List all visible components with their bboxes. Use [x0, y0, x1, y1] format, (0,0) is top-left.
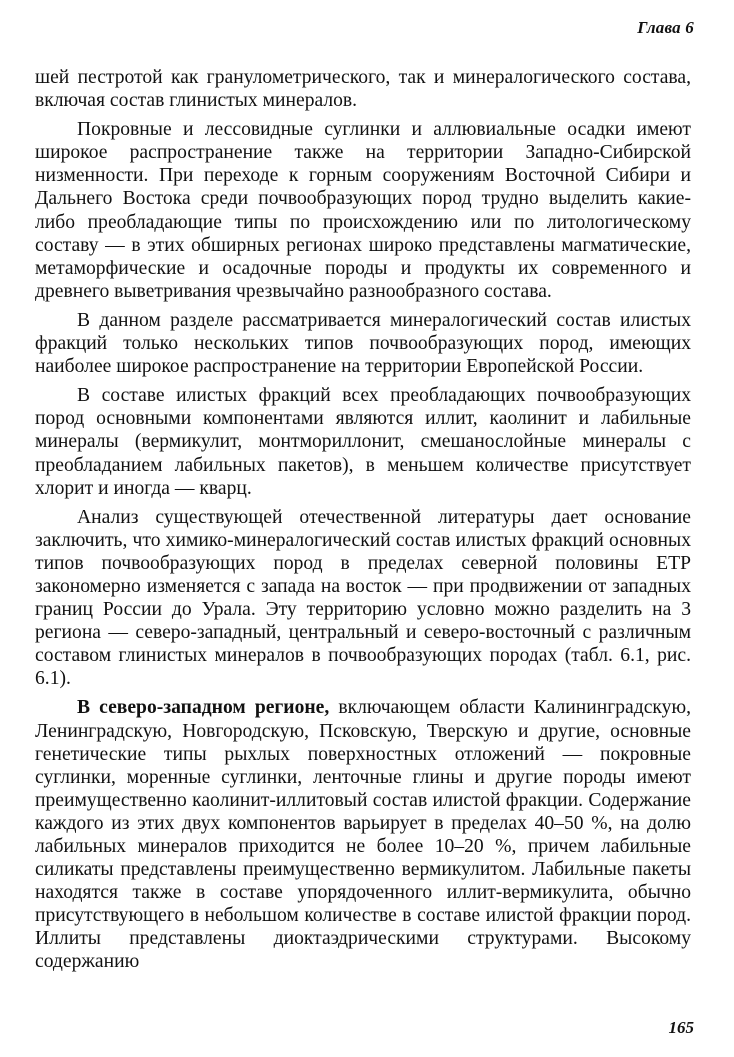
paragraph-lead-bold: В северо-западном регионе,: [77, 697, 330, 719]
paragraph-body: включающем области Калининградскую, Ленинградскую, Новгородскую, Псковскую, Тверскую и другие, основные генетические типы рыхлых поверхностных отложений — покровные суглинки, моренные суглинки, ленточные глины и другие породы имеют преимущественно каолинит-иллитовый состав илистой фракции. Содержание каждого из этих двух компонентов варьирует в пределах 40–50 %, на долю лабильных минералов приходится не более 10–20 %, причем лабильные силикаты представлены преимущественно вермикулитом. Лабильные пакеты находятся также в составе упорядоченного иллит-вермикулита, обычно присутствующего в небольшом количестве в составе илистой фракции пород. Иллиты представлены диоктаэдрическими структурами. Высокому содержанию: [35, 697, 691, 973]
page-number: 165: [668, 1018, 694, 1037]
paragraph-northwest-region: [35, 696, 691, 973]
paragraph: В данном разделе рассматривается минералогический состав илистых фракций только нескольких типов почвообразующих пород, имеющих наиболее широкое распространение на территории Европейской России.: [35, 309, 691, 378]
body-text: [35, 66, 691, 974]
running-head-chapter: Глава 6: [637, 18, 694, 37]
paragraph: В составе илистых фракций всех преобладающих почвообразующих пород основными компонентами являются иллит, каолинит и лабильные минералы (вермикулит, монтмориллонит, смешанослойные минералы с преобладанием лабильных пакетов), в меньшем количестве присутствует хлорит и иногда — кварц.: [35, 385, 691, 499]
paragraph-continuation: шей пестротой как гранулометрического, так и минералогического состава, включая состав глинистых минералов.: [35, 67, 691, 112]
paragraph: Анализ существующей отечественной литературы дает основание заключить, что химико-минералогический состав илистых фракций основных типов почвообразующих пород в пределах северной половины ЕТР закономерно изменяется с запада на восток — при продвижении от западных границ России до Урала. Эту территорию условно можно разделить на 3 региона — северо-западный, центральный и северо-восточный с различным составом глинистых минералов в почвообразующих породах (табл. 6.1, рис. 6.1).: [35, 506, 691, 690]
paragraph: Покровные и лессовидные суглинки и аллювиальные осадки имеют широкое распространение также на территории Западно-Сибирской низменности. При переходе к горным сооружениям Восточной Сибири и Дальнего Востока среди почвообразующих пород трудно выделить какие-либо преобладающие типы по происхождению или по литологическому составу — в этих обширных регионах широко представлены магматические, метаморфические и осадочные породы и продукты их современного и древнего выветривания чрезвычайно разнообразного состава.: [35, 119, 691, 302]
